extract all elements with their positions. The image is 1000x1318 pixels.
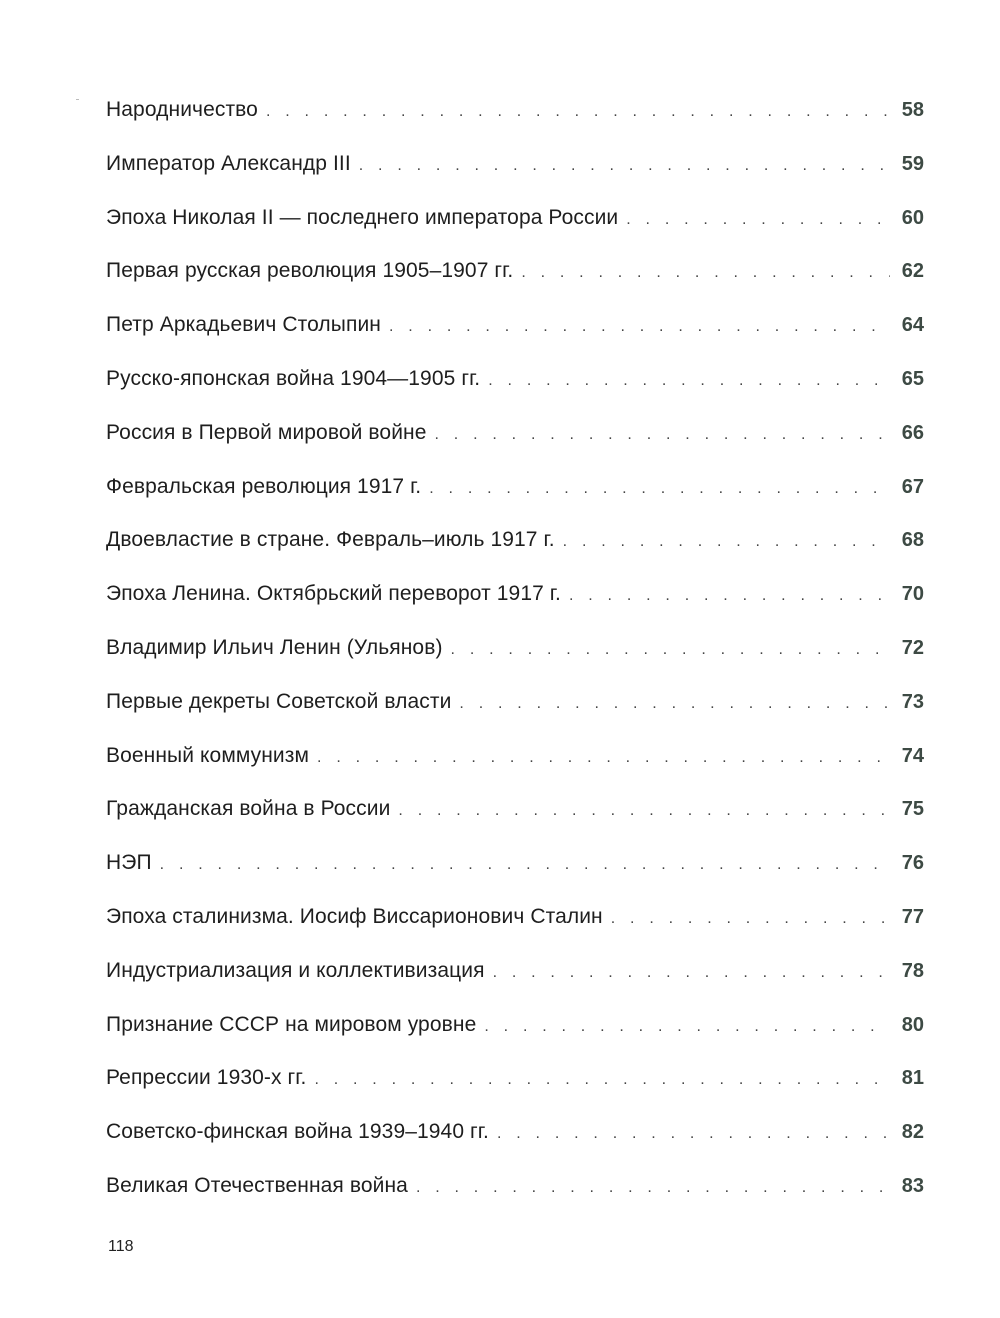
- toc-entry-title: Первые декреты Советской власти: [106, 689, 452, 713]
- toc-entry-title: Эпоха Ленина. Октябрьский переворот 1917 г.: [106, 582, 561, 606]
- toc-entry-page: 72: [901, 636, 924, 659]
- toc-entry-page: 59: [901, 152, 924, 175]
- toc-entry-title: Военный коммунизм: [106, 743, 310, 767]
- toc-entry-page: 70: [901, 583, 924, 606]
- toc-dot-leader: [484, 1000, 890, 1054]
- toc-dot-leader: [626, 193, 890, 247]
- scan-speck: [76, 99, 79, 100]
- toc-entry-title: Февральская революция 1917 г.: [106, 474, 422, 498]
- toc-entry-stalinism[interactable]: [106, 890, 924, 944]
- toc-entry-page: 64: [901, 314, 924, 337]
- toc-entry-page: 67: [901, 475, 924, 498]
- toc-dot-leader: [359, 139, 890, 193]
- toc-entry-october-coup[interactable]: [106, 567, 924, 621]
- toc-dot-leader: [398, 784, 890, 838]
- toc-entry-page: 68: [901, 529, 924, 552]
- toc-entry-ww1[interactable]: [106, 406, 924, 460]
- toc-entry-title: Гражданская война в России: [106, 797, 391, 821]
- toc-entry-russo-japanese-war[interactable]: [106, 352, 924, 406]
- toc-dot-leader: [497, 1107, 890, 1161]
- toc-dot-leader: [493, 946, 890, 1000]
- toc-entry-title: Великая Отечественная война: [106, 1173, 408, 1197]
- toc-entry-nicholas-ii[interactable]: [106, 191, 924, 245]
- toc-entry-title: Народничество: [106, 98, 258, 121]
- toc-entry-dual-power[interactable]: [106, 513, 924, 567]
- toc-dot-leader: [314, 1053, 890, 1107]
- toc-dot-leader: [416, 1161, 890, 1215]
- toc-entry-title: Двоевластие в стране. Февраль–июль 1917 г.: [106, 528, 555, 552]
- toc-dot-leader: [611, 892, 890, 946]
- toc-entry-repressions[interactable]: [106, 1051, 924, 1105]
- toc-entry-page: 62: [901, 260, 924, 283]
- toc-entry-page: 60: [901, 206, 924, 229]
- toc-entry-title: Владимир Ильич Ленин (Ульянов): [106, 635, 443, 659]
- toc-entry-great-patriotic-war[interactable]: [106, 1159, 924, 1213]
- toc-entry-title: Репрессии 1930-х гг.: [106, 1066, 307, 1090]
- toc-entry-stolypin[interactable]: [106, 298, 924, 352]
- toc-entry-title: Эпоха сталинизма. Иосиф Виссарионович Сталин: [106, 904, 603, 928]
- toc-entry-winter-war[interactable]: [106, 1105, 924, 1159]
- toc-dot-leader: [160, 838, 890, 892]
- toc-entry-page: 58: [901, 99, 924, 121]
- toc-entry-page: 66: [901, 421, 924, 444]
- toc-entry-title: НЭП: [106, 851, 152, 875]
- toc-dot-leader: [429, 462, 890, 516]
- toc-entry-lenin[interactable]: [106, 621, 924, 675]
- toc-entry-page: 65: [901, 367, 924, 390]
- toc-entry-page: 75: [901, 798, 924, 821]
- toc-entry-page: 80: [901, 1013, 924, 1036]
- toc-entry-war-communism[interactable]: [106, 729, 924, 783]
- toc-entry-title: Первая русская революция 1905–1907 гг.: [106, 259, 514, 283]
- toc-dot-leader: [459, 677, 890, 731]
- toc-dot-leader: [563, 515, 890, 569]
- toc-entry-first-decrees[interactable]: [106, 675, 924, 729]
- toc-entry-title: Русско-японская война 1904—1905 гг.: [106, 366, 481, 390]
- toc-entry-page: 81: [901, 1067, 924, 1090]
- toc-entry-page: 73: [901, 690, 924, 713]
- toc-dot-leader: [266, 85, 890, 139]
- toc-entry-february-revolution[interactable]: [106, 460, 924, 514]
- toc-entry-page: 83: [901, 1174, 924, 1197]
- table-of-contents: [106, 83, 924, 1213]
- toc-dot-leader: [435, 408, 890, 462]
- toc-entry-page: 82: [901, 1121, 924, 1144]
- toc-dot-leader: [317, 731, 890, 785]
- toc-entry-title: Император Александр III: [106, 151, 351, 175]
- toc-entry-page: 78: [901, 959, 924, 982]
- toc-entry-narodnichestvo[interactable]: [106, 83, 924, 137]
- toc-entry-title: Петр Аркадьевич Столыпин: [106, 313, 381, 337]
- toc-entry-page: 74: [901, 744, 924, 767]
- toc-dot-leader: [569, 569, 890, 623]
- toc-entry-page: 76: [901, 852, 924, 875]
- toc-entry-title: Россия в Первой мировой войне: [106, 420, 427, 444]
- toc-dot-leader: [521, 246, 890, 300]
- toc-entry-page: 77: [901, 905, 924, 928]
- toc-entry-industrialization[interactable]: [106, 944, 924, 998]
- toc-entry-ussr-recognition[interactable]: [106, 998, 924, 1052]
- toc-entry-nep[interactable]: [106, 836, 924, 890]
- toc-dot-leader: [389, 300, 890, 354]
- toc-entry-first-revolution[interactable]: [106, 244, 924, 298]
- toc-entry-title: Советско-финская война 1939–1940 гг.: [106, 1120, 489, 1144]
- toc-entry-civil-war[interactable]: [106, 782, 924, 836]
- toc-entry-title: Эпоха Николая II — последнего императора России: [106, 205, 619, 229]
- toc-dot-leader: [488, 354, 890, 408]
- toc-entry-title: Признание СССР на мировом уровне: [106, 1012, 477, 1036]
- toc-entry-title: Индустриализация и коллективизация: [106, 958, 485, 982]
- toc-dot-leader: [451, 623, 890, 677]
- page-number: 118: [108, 1238, 134, 1255]
- toc-entry-alexander-iii[interactable]: [106, 137, 924, 191]
